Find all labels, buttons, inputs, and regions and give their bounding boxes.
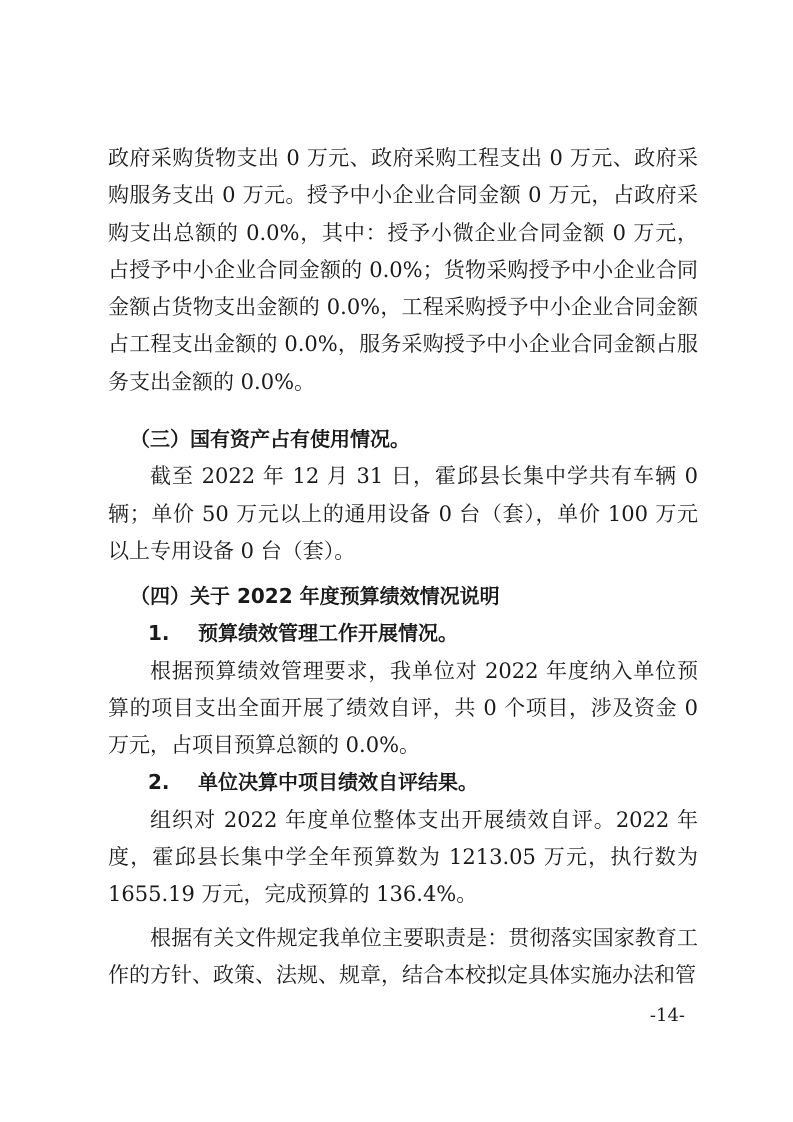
heading-number: 2. xyxy=(148,770,170,795)
page-number: -14- xyxy=(649,1005,685,1026)
heading-text: 单位决算中项目绩效自评结果。 xyxy=(198,770,478,795)
heading-state-assets: （三）国有资产占有使用情况。 xyxy=(130,427,410,451)
heading-number: 1. xyxy=(148,621,170,646)
heading-project-results xyxy=(108,764,698,801)
paragraph-procurement: 政府采购货物支出 0 万元、政府采购工程支出 0 万元、政府采购服务支出 0 万元。授予中小企业合同金额 0 万元，占政府采购支出总额的 0.0%，其中：授予小微企业合同金额 0 万元，占授予中小企业合同金额的 0.0%；货物采购授予中小企业合同金额占货物支出金额的 0.0%，工程采购授予中小企业合同金额占工程支出金额的 0.0%，服务采购授予中小企业合同金额占服务支出金额的 0.0%。 xyxy=(108,146,698,394)
text-block-procurement xyxy=(108,140,698,401)
heading-budget-performance: （四）关于 2022 年度预算绩效情况说明 xyxy=(130,584,500,608)
heading-performance-management xyxy=(108,615,698,652)
paragraph-main-duties: 根据有关文件规定我单位主要职责是：贯彻落实国家教育工作的方针、政策、法规、规章，结合本校拟定具体实施办法和管 xyxy=(108,925,698,987)
text-block-assets xyxy=(108,421,698,570)
paragraph-self-evaluation: 根据预算绩效管理要求，我单位对 2022 年度纳入单位预算的项目支出全面开展了绩效自评，共 0 个项目，涉及资金 0 万元，占项目预算总额的 0.0%。 xyxy=(108,658,698,758)
heading-text: 预算绩效管理工作开展情况。 xyxy=(198,621,458,646)
paragraph-budget-execution: 组织对 2022 年度单位整体支出开展绩效自评。2022 年度，霍邱县长集中学全年预算数为 1213.05 万元，执行数为 1655.19 万元，完成预算的 136.4%。 xyxy=(108,807,698,907)
text-block-performance xyxy=(108,578,698,994)
paragraph-vehicles-equipment: 截至 2022 年 12 月 31 日，霍邱县长集中学共有车辆 0 辆；单价 50 万元以上的通用设备 0 台（套），单价 100 万元以上专用设备 0 台（套）。 xyxy=(108,464,698,563)
